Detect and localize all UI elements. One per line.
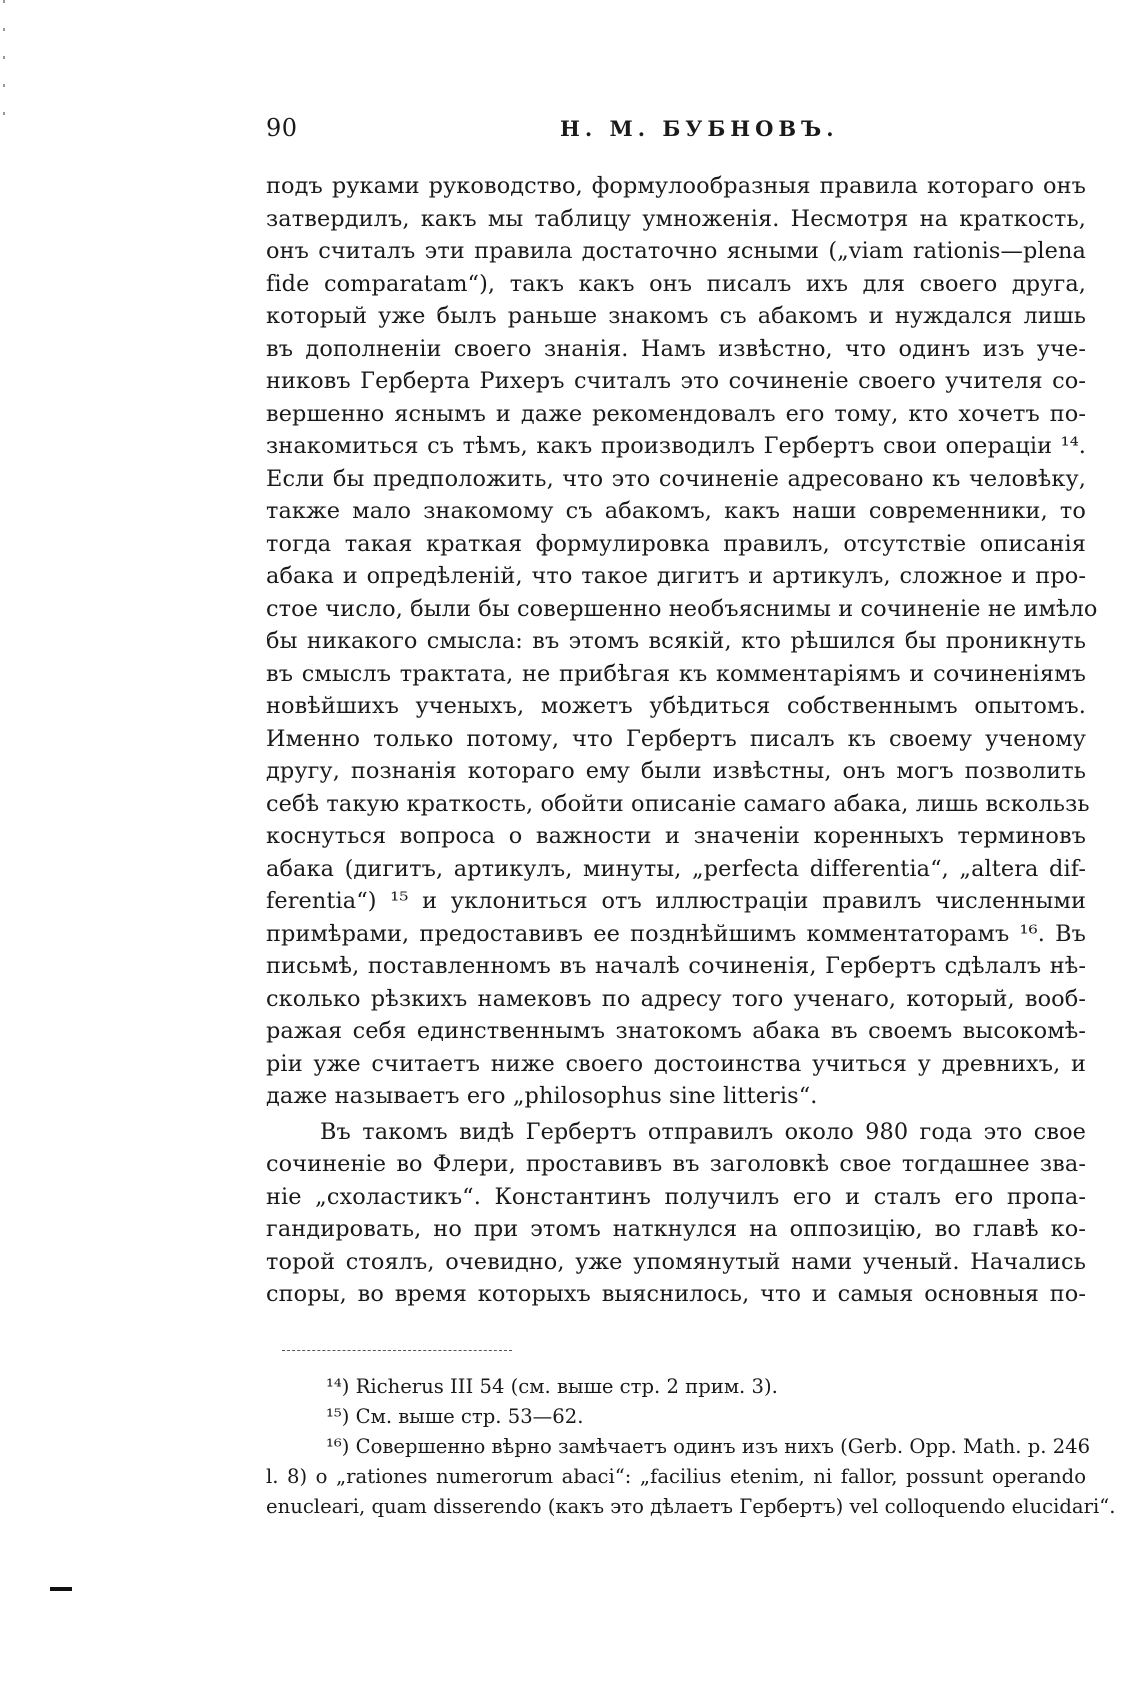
text-line: Въ такомъ видѣ Гербертъ отправилъ около 980 года это свое: [320, 1118, 1086, 1145]
paragraph-2: [266, 1116, 1086, 1311]
text-line: споры, во время которыхъ выяснилось, что и самыя основныя по-: [266, 1281, 1086, 1307]
text-line: новѣйшихъ ученыхъ, можетъ убѣдиться собственнымъ опытомъ.: [266, 693, 1086, 719]
text-line: абака (дигитъ, артикулъ, минуты, „perfecta differentia“, „altera dif-: [266, 855, 1086, 882]
footnote-16-line: enucleari, quam disserendo (какъ это дѣлаетъ Гербертъ) vel colloquendo elucidari“.: [266, 1495, 1116, 1518]
margin-mark: [50, 1587, 72, 1591]
text-line: ражая себя единственнымъ знатокомъ абака въ своемъ высокомѣ-: [266, 1018, 1086, 1044]
text-line: Если бы предположить, что это сочиненіе адресовано къ человѣку,: [266, 465, 1086, 492]
footnotes: [266, 1372, 1116, 1522]
body-text: [266, 170, 1098, 1311]
text-line: сочиненіе во Флери, проставивъ въ заголовкѣ свое тогдашнее зва-: [266, 1151, 1086, 1177]
text-line: себѣ такую краткость, обойти описаніе самаго абака, лишь вскользь: [266, 790, 1090, 817]
text-line: онъ считалъ эти правила достаточно ясными („viam rationis—plena: [266, 238, 1086, 264]
paragraph-1: [266, 170, 1098, 1113]
text-line: подъ руками руководство, формулообразныя правила котораго онъ: [266, 173, 1086, 199]
page-number: 90: [266, 114, 298, 142]
text-line: даже называетъ его „philosophus sine litteris“.: [266, 1083, 818, 1109]
running-head: Н. М. БУБНОВЪ.: [560, 116, 839, 141]
text-line: торой стоялъ, очевидно, уже упомянутый нами ученый. Начались: [266, 1248, 1086, 1275]
text-line: коснуться вопроса о важности и значеніи коренныхъ терминовъ: [266, 823, 1086, 849]
page-edge-marks: [3, 0, 5, 120]
text-line: тогда такая краткая формулировка правилъ, отсутствіе описанія: [266, 530, 1086, 557]
footnote-15: ¹⁵) См. выше стр. 53—62.: [326, 1405, 584, 1428]
footnote-separator: [282, 1350, 512, 1351]
text-line: ріи уже считаетъ ниже своего достоинства учиться у древнихъ, и: [266, 1050, 1086, 1077]
text-line: затвердилъ, какъ мы таблицу умноженія. Несмотря на краткость,: [266, 205, 1086, 232]
footnote-16-line: ¹⁶) Совершенно вѣрно замѣчаетъ одинъ изъ нихъ (Gerb. Opp. Math. p. 246: [326, 1435, 1091, 1458]
text-line: никовъ Герберта Рихеръ считалъ это сочиненіе своего учителя со-: [266, 368, 1086, 394]
text-line: письмѣ, поставленномъ въ началѣ сочиненія, Гербертъ сдѣлалъ нѣ-: [266, 953, 1086, 979]
text-line: ferentia“) ¹⁵ и уклониться отъ иллюстраціи правилъ численными: [266, 888, 1086, 914]
text-line: другу, познанія котораго ему были извѣстны, онъ могъ позволить: [266, 758, 1086, 784]
text-line: въ дополненіи своего знанія. Намъ извѣстно, что одинъ изъ уче-: [266, 335, 1086, 362]
text-line: fide comparatam“), такъ какъ онъ писалъ ихъ для своего друга,: [266, 270, 1086, 297]
footnote-14: ¹⁴) Richerus III 54 (см. выше стр. 2 прим. 3).: [326, 1375, 778, 1398]
text-line: Именно только потому, что Гербертъ писалъ къ своему ученому: [266, 725, 1086, 752]
text-line: бы никакого смысла: въ этомъ всякій, кто рѣшился бы проникнуть: [266, 628, 1086, 654]
text-line: стое число, были бы совершенно необъяснимы и сочиненіе не имѣло: [266, 595, 1098, 622]
text-line: который уже былъ раньше знакомъ съ абакомъ и нуждался лишь: [266, 303, 1086, 329]
footnote-16-line: l. 8) о „rationes numerorum abaci“: „facilius etenim, ni fallor, possunt operando: [266, 1465, 1086, 1488]
text-line: также мало знакомому съ абакомъ, какъ наши современники, то: [266, 498, 1086, 524]
text-line: вершенно яснымъ и даже рекомендовалъ его тому, кто хочетъ по-: [266, 400, 1086, 427]
text-line: въ смыслъ трактата, не прибѣгая къ комментаріямъ и сочиненіямъ: [266, 660, 1086, 687]
text-line: знакомиться съ тѣмъ, какъ производилъ Гербертъ свои операціи ¹⁴.: [266, 433, 1086, 459]
text-line: абака и опредѣленій, что такое дигитъ и артикулъ, сложное и про-: [266, 563, 1086, 589]
text-line: сколько рѣзкихъ намековъ по адресу того ученаго, который, вооб-: [266, 985, 1086, 1012]
text-line: ніе „схоластикъ“. Константинъ получилъ его и сталъ его пропа-: [266, 1183, 1086, 1210]
text-line: гандировать, но при этомъ наткнулся на оппозицію, во главѣ ко-: [266, 1216, 1086, 1242]
text-line: примѣрами, предоставивъ ее позднѣйшимъ комментаторамъ ¹⁶. Въ: [266, 920, 1086, 947]
